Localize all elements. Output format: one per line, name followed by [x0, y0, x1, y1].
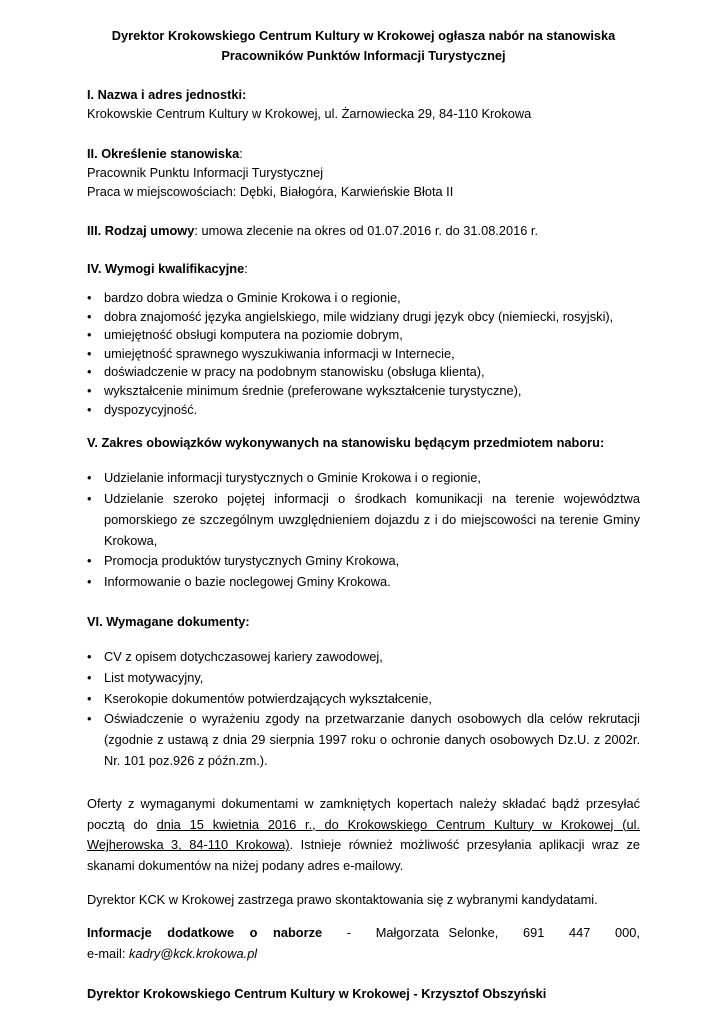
bullet-icon: [87, 668, 97, 689]
deadline-address: dnia 15 kwietnia 2016 r., do Krokowskiego Centrum Kultury w Krokowej (ul. Wejherowska 3, 84-110 Krokowa): [87, 816, 640, 853]
email-label: e-mail:: [87, 945, 129, 961]
email-link[interactable]: kadry@kck.krokowa.pl: [128, 945, 258, 961]
section-requirements: [87, 259, 640, 419]
section-2-line-1: Pracownik Punktu Informacji Turystycznej: [87, 165, 324, 180]
signature-line: Dyrektor Krokowskiego Centrum Kultury w Krokowej - Krzysztof Obszyński: [87, 986, 547, 1002]
section-4-colon: :: [244, 261, 248, 276]
phone-part-2: 447: [569, 924, 591, 940]
bullet-icon: [87, 363, 97, 382]
list-item: • doświadczenie w pracy na podobnym stanowisku (obsługa klienta),: [87, 363, 640, 382]
info-dash: -: [346, 924, 352, 940]
section-1-heading: I. Nazwa i adres jednostki:: [87, 87, 247, 102]
document-page: [87, 26, 640, 1003]
title-line-2: Pracowników Punktów Informacji Turystycznej: [221, 48, 506, 63]
section-2-heading: II. Określenie stanowiska: [87, 146, 240, 161]
requirements-list: [87, 289, 640, 419]
bullet-icon: [87, 489, 97, 510]
section-5-heading: V. Zakres obowiązków wykonywanych na stanowisku będącym przedmiotem naboru:: [87, 435, 605, 451]
bullet-icon: [87, 382, 97, 401]
offer-paragraph: Oferty z wymaganymi dokumentami w zamkniętych kopertach należy składać bądź przesyłać pocztą do dnia 15 kwietnia 2016 r., do Krokowskiego Centrum Kultury w Krokowej (ul. Wejherowska 3, 84-110 Krokowa). Istnieje również możliwość przesyłania aplikacji wraz ze skanami dokumentów na niżej podany adres e-mailowy.: [87, 795, 640, 874]
section-3-heading: III. Rodzaj umowy: [87, 223, 195, 238]
reserve-paragraph: Dyrektor KCK w Krokowej zastrzega prawo skontaktowania się z wybranymi kandydatami.: [87, 891, 598, 907]
bullet-icon: [87, 345, 97, 364]
list-item: • CV z opisem dotychczasowej kariery zawodowej,: [87, 647, 640, 668]
section-position: [87, 144, 640, 201]
document-title: [77, 26, 650, 66]
list-item: • umiejętność sprawnego wyszukiwania informacji w Internecie,: [87, 345, 640, 364]
list-item: • dyspozycyjność.: [87, 401, 640, 420]
bullet-icon: [87, 689, 97, 710]
title-line-1: Dyrektor Krokowskiego Centrum Kultury w Krokowej ogłasza nabór na stanowiska: [111, 28, 616, 43]
section-4-heading: IV. Wymogi kwalifikacyjne: [87, 261, 245, 276]
bullet-icon: [87, 326, 97, 345]
documents-list: [87, 647, 640, 772]
bullet-icon: [87, 572, 97, 593]
bullet-icon: [87, 308, 97, 327]
list-item: • Udzielanie informacji turystycznych o Gminie Krokowa i o regionie,: [87, 468, 640, 489]
list-item: • Udzielanie szeroko pojętej informacji o środkach komunikacji na terenie województwa pomorskiego ze szczególnym uwzględnieniem dojazdu z i do miejscowości na terenie Gminy Krokowa,: [87, 489, 640, 551]
list-item: • List motywacyjny,: [87, 668, 640, 689]
section-documents: [87, 612, 640, 772]
contact-info: [87, 923, 640, 965]
section-6-heading: VI. Wymagane dokumenty:: [87, 613, 250, 629]
list-item: • umiejętność obsługi komputera na poziomie dobrym,: [87, 326, 640, 345]
section-3-text: : umowa zlecenie na okres od 01.07.2016 r. do 31.08.2016 r.: [194, 223, 538, 238]
section-2-line-2: Praca w miejscowościach: Dębki, Białogóra, Karwieńskie Błota II: [87, 184, 454, 199]
phone-part-1: 691: [523, 924, 545, 940]
list-item: • bardzo dobra wiedza o Gminie Krokowa i o regionie,: [87, 289, 640, 308]
bullet-icon: [87, 551, 97, 572]
bullet-icon: [87, 709, 97, 730]
bullet-icon: [87, 401, 97, 420]
section-duties: [87, 433, 640, 593]
list-item: • wykształcenie minimum średnie (preferowane wykształcenie turystyczne),: [87, 382, 640, 401]
phone-part-3: 000,: [615, 924, 640, 940]
list-item: • Oświadczenie o wyrażeniu zgody na przetwarzanie danych osobowych dla celów rekrutacji (zgodnie z ustawą z dnia 29 sierpnia 1997 roku o ochronie danych osobowych Dz.U. z 2002r. Nr. 101 poz.926 z późn.zm.).: [87, 709, 640, 771]
bullet-icon: [87, 647, 97, 668]
list-item: • Promocja produktów turystycznych Gminy Krokowa,: [87, 551, 640, 572]
info-label: Informacje dodatkowe o naborze: [87, 924, 323, 940]
bullet-icon: [87, 289, 97, 308]
section-contract: [87, 221, 640, 240]
list-item: • Informowanie o bazie noclegowej Gminy Krokowa.: [87, 572, 640, 593]
contact-name: Małgorzata Selonke,: [375, 924, 499, 940]
duties-list: [87, 468, 640, 593]
section-unit-name: [87, 85, 640, 123]
section-2-colon: :: [239, 146, 243, 161]
list-item: • Kserokopie dokumentów potwierdzających wykształcenie,: [87, 689, 640, 710]
bullet-icon: [87, 468, 97, 489]
list-item: • dobra znajomość języka angielskiego, mile widziany drugi język obcy (niemiecki, rosyjski),: [87, 308, 640, 327]
section-1-text: Krokowskie Centrum Kultury w Krokowej, ul. Żarnowiecka 29, 84-110 Krokowa: [87, 106, 532, 121]
